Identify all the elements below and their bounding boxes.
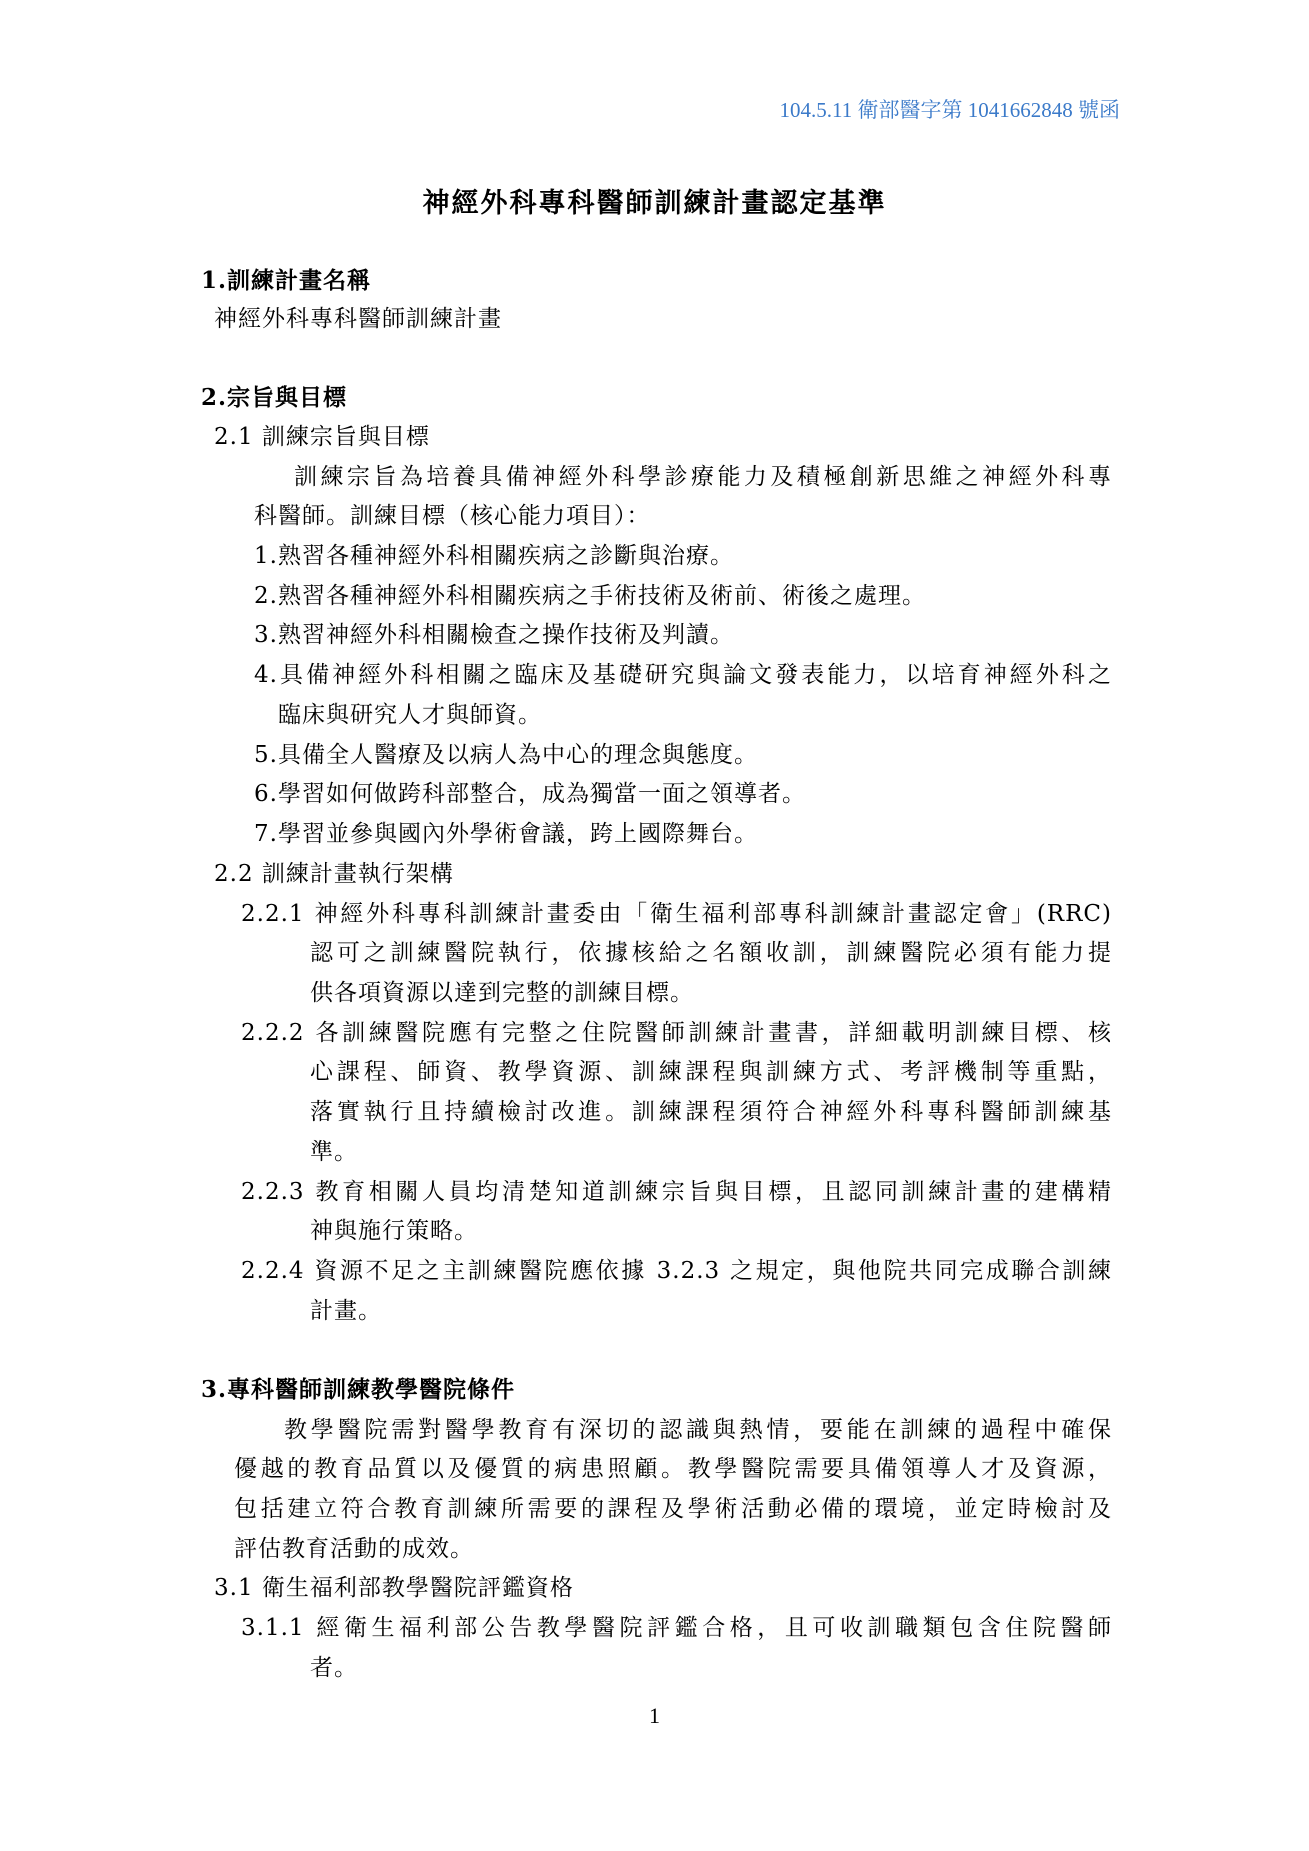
section-3-intro-line: 評估教育活動的成效。 (234, 1536, 474, 1562)
clause-2-2-1: 認可之訓練醫院執行，依據核給之名額收訓，訓練醫院必須有能力提 (310, 940, 1112, 966)
clause-2-2-4: 2.2.4 資源不足之主訓練醫院應依據 3.2.3 之規定，與他院共同完成聯合訓練 (241, 1258, 1112, 1284)
goal-item-continuation: 臨床與研究人才與師資。 (278, 702, 542, 728)
goal-item: 5.具備全人醫療及以病人為中心的理念與態度。 (254, 742, 758, 768)
clause-3-1-1: 3.1.1 經衛生福利部公告教學醫院評鑑合格，且可收訓職類包含住院醫師 (241, 1615, 1112, 1641)
section-3-intro-line: 包括建立符合教育訓練所需要的課程及學術活動必備的環境，並定時檢討及 (234, 1496, 1112, 1522)
section-3-intro-line: 優越的教育品質以及優質的病患照顧。教學醫院需要具備領導人才及資源， (234, 1456, 1112, 1482)
page-number: 1 (649, 1703, 660, 1728)
clause-2-2-3: 2.2.3 教育相關人員均清楚知道訓練宗旨與目標，且認同訓練計畫的建構精 (241, 1179, 1112, 1205)
section-2-1-heading: 2.1 訓練宗旨與目標 (214, 424, 430, 450)
document-title: 神經外科專科醫師訓練計畫認定基準 (422, 188, 887, 219)
section-2-1-intro-line: 訓練宗旨為培養具備神經外科學診療能力及積極創新思維之神經外科專 (294, 464, 1112, 490)
goal-item: 3.熟習神經外科相關檢查之操作技術及判讀。 (254, 622, 734, 648)
section-3-1-heading: 3.1 衛生福利部教學醫院評鑑資格 (214, 1575, 574, 1601)
goal-item: 2.熟習各種神經外科相關疾病之手術技術及術前、術後之處理。 (254, 583, 926, 609)
clause-2-2-2: 準。 (310, 1139, 358, 1165)
section-2-heading: 2.宗旨與目標 (201, 384, 348, 411)
clause-3-1-1: 者。 (310, 1655, 358, 1681)
goal-item: 1.熟習各種神經外科相關疾病之診斷與治療。 (254, 543, 734, 569)
section-1-body: 神經外科專科醫師訓練計畫 (214, 306, 502, 332)
section-3-intro-line: 教學醫院需對醫學教育有深切的認識與熱情，要能在訓練的過程中確保 (284, 1417, 1112, 1443)
section-1-heading: 1.訓練計畫名稱 (201, 267, 372, 294)
goal-item: 4.具備神經外科相關之臨床及基礎研究與論文發表能力，以培育神經外科之 (254, 662, 1112, 688)
section-2-2-heading: 2.2 訓練計畫執行架構 (214, 861, 454, 887)
section-2-1-intro-line: 科醫師。訓練目標（核心能力項目）： (254, 503, 651, 529)
clause-2-2-1: 供各項資源以達到完整的訓練目標。 (310, 980, 694, 1006)
clause-2-2-3: 神與施行策略。 (310, 1218, 478, 1244)
document-reference-number: 104.5.11 衛部醫字第 1041662848 號函 (779, 98, 1120, 122)
clause-2-2-1: 2.2.1 神經外科專科訓練計畫委由「衛生福利部專科訓練計畫認定會」(RRC) (241, 901, 1112, 927)
clause-2-2-2: 2.2.2 各訓練醫院應有完整之住院醫師訓練計畫書，詳細載明訓練目標、核 (241, 1020, 1112, 1046)
goal-item: 7.學習並參與國內外學術會議，跨上國際舞台。 (254, 821, 758, 847)
section-3-heading: 3.專科醫師訓練教學醫院條件 (201, 1376, 516, 1403)
clause-2-2-2: 落實執行且持續檢討改進。訓練課程須符合神經外科專科醫師訓練基 (310, 1099, 1112, 1125)
clause-2-2-2: 心課程、師資、教學資源、訓練課程與訓練方式、考評機制等重點， (310, 1059, 1112, 1085)
goal-item: 6.學習如何做跨科部整合，成為獨當一面之領導者。 (254, 781, 806, 807)
clause-2-2-4: 計畫。 (310, 1298, 382, 1324)
